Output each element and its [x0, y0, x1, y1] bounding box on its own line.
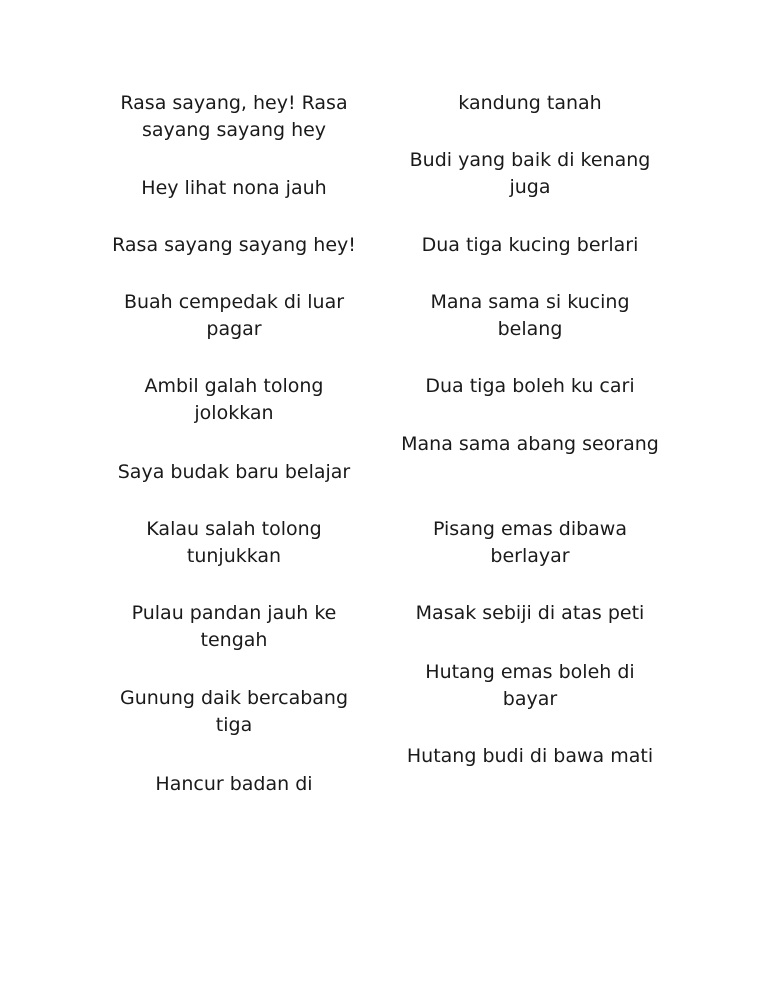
lyric-line: Rasa sayang, hey! Rasa sayang sayang hey — [120, 92, 348, 141]
lyric-line: Mana sama abang seorang — [401, 433, 659, 455]
lyric-line: Buah cempedak di luar pagar — [123, 291, 345, 340]
lyric-line: Pisang emas dibawa berlayar — [432, 518, 627, 567]
lyric-line: Rasa sayang sayang hey! — [112, 234, 356, 256]
lyric-line: Hancur badan di — [155, 773, 313, 795]
lyric-line: Saya budak baru belajar — [117, 461, 351, 483]
lyric-line: Hey lihat nona jauh — [141, 177, 327, 199]
lyric-line: Kalau salah tolong tunjukkan — [146, 518, 322, 567]
lyric-line: Mana sama si kucing belang — [430, 291, 630, 340]
lyric-line: Pulau pandan jauh ke tengah — [131, 602, 337, 651]
lyric-line: kandung tanah — [458, 92, 602, 114]
lyric-line: Hutang budi di bawa mati — [406, 745, 654, 767]
lyric-line: Budi yang baik di kenang juga — [409, 149, 651, 198]
lyric-line: Dua tiga kucing berlari — [421, 234, 639, 256]
lyric-line: Ambil galah tolong jolokkan — [144, 375, 324, 424]
lyric-line: Masak sebiji di atas peti — [415, 602, 645, 624]
lyric-line: Dua tiga boleh ku cari — [425, 375, 635, 397]
lyric-line: Gunung daik bercabang tiga — [119, 687, 349, 736]
lyric-line: Hutang emas boleh di bayar — [425, 661, 635, 710]
